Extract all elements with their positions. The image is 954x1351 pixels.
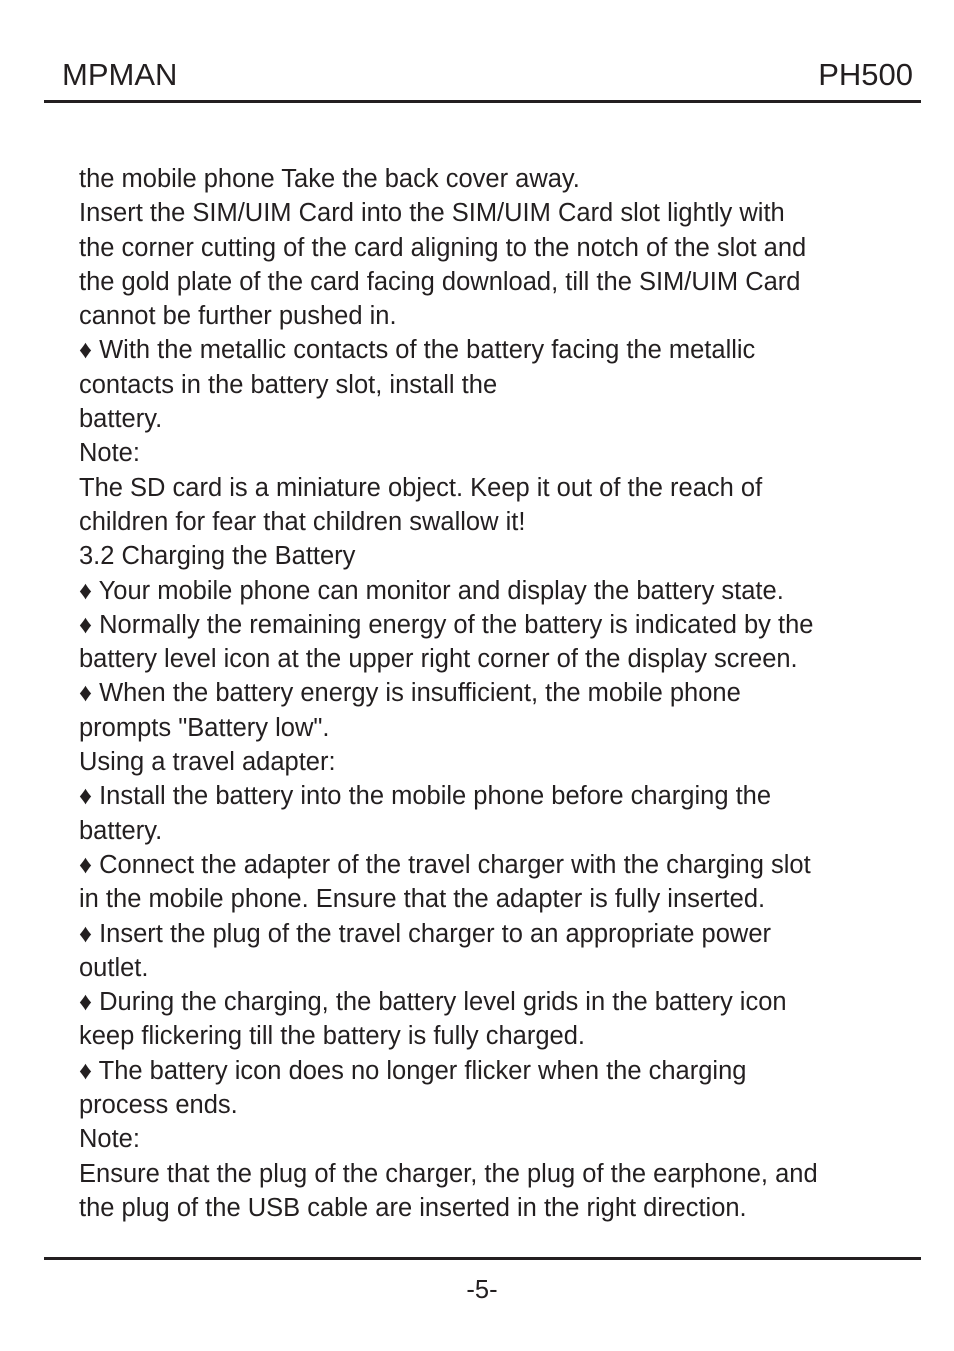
bullet-line: ♦ The battery icon does no longer flicker when the charging (79, 1056, 747, 1085)
text-line: contacts in the battery slot, install the (79, 370, 498, 399)
bullet-line: ♦ Your mobile phone can monitor and display the battery state. (79, 576, 784, 605)
bullet-line: ♦ With the metallic contacts of the battery facing the metallic (79, 336, 756, 365)
text-line: in the mobile phone. Ensure that the adapter is fully inserted. (79, 885, 766, 914)
text-line: The SD card is a miniature object. Keep it out of the reach of (79, 473, 763, 502)
body-text (79, 162, 909, 1225)
text-line: the plug of the USB cable are inserted in the right direction. (79, 1193, 747, 1222)
text-line: children for fear that children swallow it! (79, 507, 526, 536)
bullet-line: ♦ Install the battery into the mobile phone before charging the (79, 782, 772, 811)
text-line: the corner cutting of the card aligning to the notch of the slot and (79, 233, 807, 262)
text-line: cannot be further pushed in. (79, 302, 397, 331)
text-line: battery level icon at the upper right corner of the display screen. (79, 645, 798, 674)
bullet-line: ♦ Connect the adapter of the travel charger with the charging slot (79, 850, 811, 879)
text-line: Ensure that the plug of the charger, the plug of the earphone, and (79, 1159, 818, 1188)
text-line: the mobile phone Take the back cover away. (79, 165, 580, 193)
subheading: Using a travel adapter: (79, 748, 336, 777)
text-line: prompts "Battery low". (79, 713, 330, 742)
bullet-line: ♦ Normally the remaining energy of the battery is indicated by the (79, 610, 814, 639)
page-header (44, 52, 921, 103)
text-line: battery. (79, 405, 163, 434)
bullet-line: ♦ When the battery energy is insufficient, the mobile phone (79, 679, 741, 708)
note-label: Note: (79, 1125, 140, 1154)
page-number: -5- (466, 1276, 498, 1304)
bullet-line: ♦ During the charging, the battery level grids in the battery icon (79, 988, 787, 1017)
text-line: Insert the SIM/UIM Card into the SIM/UIM Card slot lightly with (79, 199, 785, 228)
text-line: keep flickering till the battery is fully charged. (79, 1022, 585, 1051)
text-line: the gold plate of the card facing download, till the SIM/UIM Card (79, 267, 801, 296)
brand-name: MPMAN (62, 57, 178, 92)
text-line: process ends. (79, 1091, 238, 1120)
footer-divider (44, 1257, 921, 1260)
text-line: outlet. (79, 953, 149, 982)
model-name: PH500 (818, 57, 913, 92)
text-line: battery. (79, 816, 163, 845)
bullet-line: ♦ Insert the plug of the travel charger to an appropriate power (79, 919, 771, 948)
note-label: Note: (79, 439, 140, 468)
section-heading: 3.2 Charging the Battery (79, 542, 356, 571)
